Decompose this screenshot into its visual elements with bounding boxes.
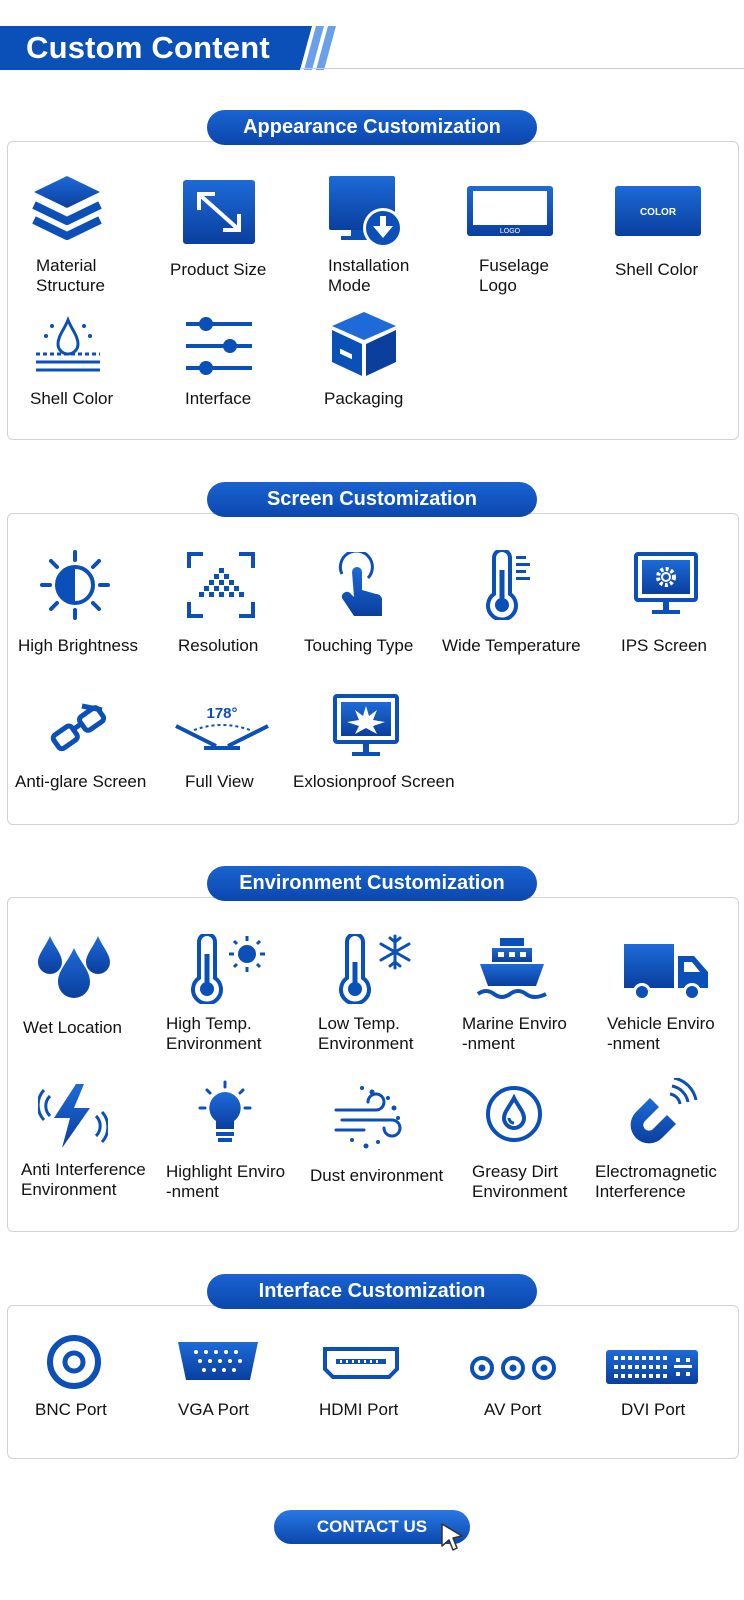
ship-icon [476,936,548,1002]
item-label: Greasy Dirt Environment [472,1162,568,1201]
item-label: High Temp. Environment [166,1014,262,1053]
viewing-angle-icon [174,700,270,756]
item-label: Vehicle Enviro -nment [607,1014,715,1053]
monitor-explosion-icon [333,694,399,758]
water-drops-icon [36,934,112,1004]
item-label: Wet Location [23,1018,122,1037]
resolution-icon [187,552,255,618]
layers-icon [32,174,102,246]
item-label: Highlight Enviro -nment [166,1162,286,1201]
lightning-signal-icon [38,1082,108,1150]
item-label: Fuselage Logo [479,256,549,295]
item-label: DVI Port [621,1400,686,1419]
header-rule [300,68,744,69]
item-label: Anti-glare Screen [15,772,147,791]
item-label: Packaging [324,389,404,408]
angle-text: 178° [206,705,238,722]
section-title-interface: Interface Customization [207,1274,537,1309]
item-label: Marine Enviro -nment [462,1014,567,1053]
section-title-appearance: Appearance Customization [207,110,537,145]
vga-port-icon [176,1340,260,1382]
color-panel-icon [615,186,701,236]
item-label: IPS Screen [621,636,707,655]
item-label: Anti Interference Environment [21,1160,146,1199]
item-label: Installation Mode [328,256,410,295]
page-header [0,26,744,70]
section-title-screen: Screen Customization [207,482,537,517]
item-label: Material Structure [36,256,105,295]
section-screen [7,513,739,825]
item-label: Shell Color [615,260,699,279]
thermometer-snow-icon [337,934,417,1004]
thermometer-sun-icon [189,934,269,1004]
item-label: Product Size [170,260,267,279]
magnet-icon [626,1078,698,1148]
item-label: VGA Port [178,1400,249,1419]
logo-text: LOGO [499,228,521,235]
cursor-icon [440,1522,466,1552]
hdmi-port-icon [322,1346,400,1380]
thermometer-icon [484,550,534,620]
item-label: BNC Port [35,1400,107,1419]
resize-arrow-icon [183,180,255,244]
monitor-download-icon [329,176,403,248]
water-surface-icon [34,316,102,374]
av-port-icon [468,1354,558,1382]
box-icon [330,310,398,378]
item-label: Full View [185,772,254,791]
logo-screen-icon [467,186,553,236]
item-label: Electromagnetic Interference [595,1162,717,1201]
item-label: High Brightness [18,636,139,655]
item-label: Resolution [178,636,259,655]
item-label: AV Port [484,1400,542,1419]
page-title: Custom Content [26,30,270,65]
truck-icon [624,942,710,1004]
touch-hand-icon [334,552,390,620]
monitor-gear-icon [634,552,698,616]
sliders-icon [186,314,252,376]
oil-drop-icon [484,1084,544,1144]
brightness-icon [40,550,110,620]
light-bulb-icon [194,1080,256,1148]
bnc-port-icon [46,1334,102,1390]
section-interface [7,1305,739,1459]
color-text: COLOR [639,207,677,218]
item-label: Shell Color [30,389,114,408]
contact-us-label: CONTACT US [316,1517,428,1536]
item-label: HDMI Port [319,1400,399,1419]
section-environment [7,897,739,1232]
item-label: Touching Type [304,636,414,655]
dust-wind-icon [332,1084,404,1154]
section-title-environment: Environment Customization [207,866,537,901]
item-label: Low Temp. Environment [318,1014,414,1053]
glasses-icon [48,700,110,758]
header-stripes [288,26,338,70]
section-appearance [7,141,739,440]
item-label: Interface [185,389,252,408]
item-label: Exlosionproof Screen [293,772,455,791]
dvi-port-icon [606,1350,698,1384]
item-label: Wide Temperature [442,636,581,655]
item-label: Dust environment [310,1166,444,1185]
